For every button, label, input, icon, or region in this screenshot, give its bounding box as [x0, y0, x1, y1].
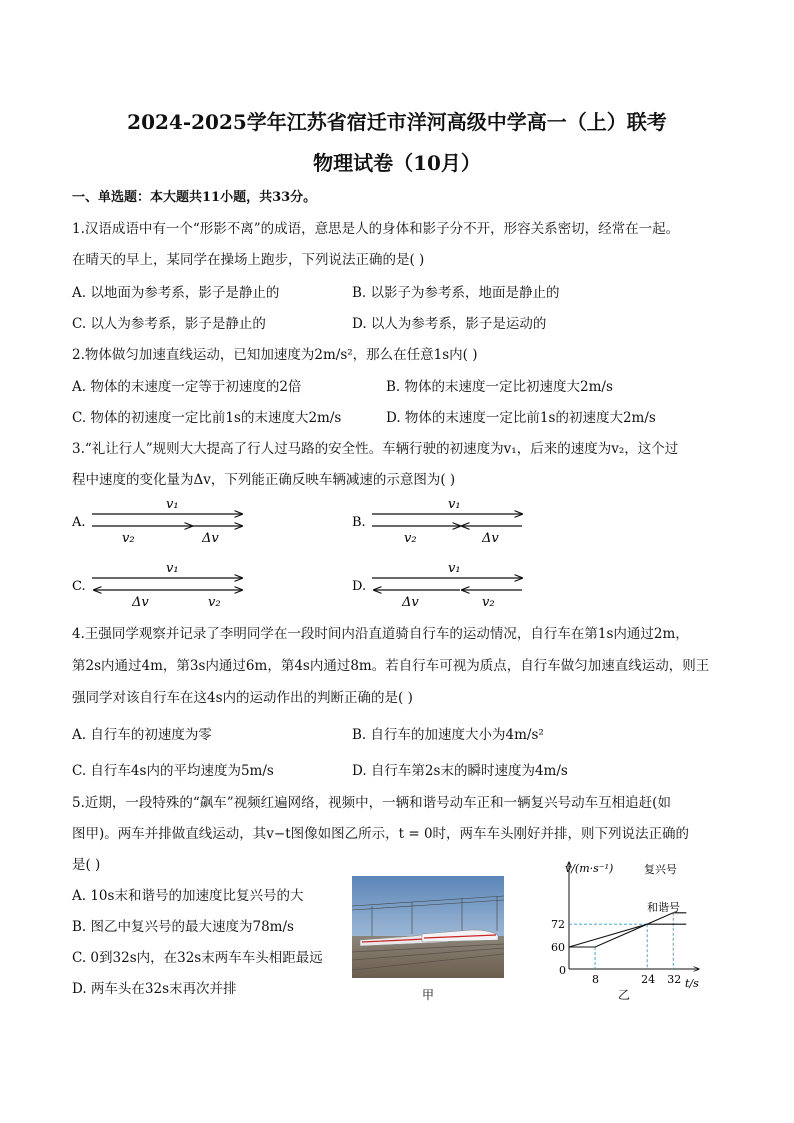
- q4-line2: 第2s内通过4m，第3s内通过6m，第4s内通过8m。若自行车可视为质点，自行车做匀加速直线运动，则王: [72, 658, 710, 674]
- x-tick-8: 8: [592, 973, 600, 986]
- q3-a-v1-label: v₁: [166, 497, 179, 512]
- train-photo: [352, 876, 504, 978]
- paper-title-line1: 2024-2025学年江苏省宿迁市洋河高级中学高一（上）联考: [127, 110, 667, 134]
- x-tick-32: 32: [667, 973, 682, 986]
- q4-line3: 强同学对该自行车在这4s内的运动作出的判断正确的是( ): [72, 690, 413, 706]
- series-hexie-label: 和谐号: [647, 901, 680, 914]
- q1-option-c[interactable]: C. 以人为参考系，影子是静止的: [72, 316, 266, 332]
- q3-d-dv-label: Δv: [402, 595, 419, 610]
- q3-line2: 程中速度的变化量为Δv，下列能正确反映车辆减速的示意图为( ): [72, 472, 456, 488]
- q1-line1: 1.汉语成语中有一个“形影不离”的成语，意思是人的身体和影子分不开，形容关系密切，经常在一起。: [72, 221, 680, 237]
- q5-option-d[interactable]: D. 两车头在32s末再次并排: [72, 981, 237, 997]
- q3-option-b[interactable]: [352, 497, 522, 546]
- y-tick-60: 60: [551, 941, 565, 954]
- q3-vector-diagrams: [66, 492, 686, 614]
- q2-option-d[interactable]: D. 物体的末速度一定比前1s的初速度大2m/s: [386, 410, 656, 426]
- q3-b-v1-label: v₁: [448, 497, 461, 512]
- q4-option-a[interactable]: A. 自行车的初速度为零: [72, 727, 212, 743]
- q2-option-b[interactable]: B. 物体的末速度一定比初速度大2m/s: [386, 379, 613, 395]
- q3-label-c: C.: [72, 579, 86, 594]
- q3-c-v2-label: v₂: [208, 595, 221, 610]
- q4-option-b[interactable]: B. 自行车的加速度大小为4m/s²: [352, 727, 544, 743]
- q2-line1: 2.物体做匀加速直线运动，已知加速度为2m/s²，那么在任意1s内( ): [72, 347, 478, 363]
- q5-option-b[interactable]: B. 图乙中复兴号的最大速度为78m/s: [72, 919, 294, 935]
- q5-option-c[interactable]: C. 0到32s内，在32s末两车车头相距最远: [72, 950, 323, 966]
- q4-option-c[interactable]: C. 自行车4s内的平均速度为5m/s: [72, 763, 274, 779]
- series-hexie-line: [569, 924, 686, 947]
- series-fuxing-label: 复兴号: [644, 863, 677, 876]
- photo-caption: 甲: [422, 988, 435, 1002]
- q3-option-d[interactable]: [352, 561, 522, 610]
- q1-line2: 在晴天的早上，某同学在操场上跑步，下列说法正确的是( ): [72, 252, 425, 268]
- q3-a-v2-label: v₂: [122, 531, 135, 546]
- q3-b-dv-label: Δv: [482, 531, 499, 546]
- q3-a-dv-label: Δv: [202, 531, 219, 546]
- graph-xlabel: t/s: [685, 977, 699, 990]
- paper-title-line2: 物理试卷（10月）: [313, 151, 481, 175]
- graph-origin: 0: [559, 964, 566, 977]
- q3-label-a: A.: [72, 515, 86, 530]
- vt-graph: [535, 856, 715, 1002]
- q3-label-b: B.: [352, 515, 366, 530]
- q3-line1: 3.“礼让行人”规则大大提高了行人过马路的安全性。车辆行驶的初速度为v₁，后来的速度为v₂，这个过: [72, 441, 679, 457]
- q3-d-v2-label: v₂: [482, 595, 495, 610]
- q3-c-dv-label: Δv: [132, 595, 149, 610]
- graph-caption: 乙: [618, 988, 631, 1002]
- q1-option-b[interactable]: B. 以影子为参考系，地面是静止的: [352, 285, 560, 301]
- q1-option-a[interactable]: A. 以地面为参考系，影子是静止的: [72, 285, 280, 301]
- q3-option-c[interactable]: [72, 561, 242, 610]
- q4-line1: 4.王强同学观察并记录了李明同学在一段时间内沿直道骑自行车的运动情况，自行车在第1s内通过2m，: [72, 626, 689, 642]
- x-tick-24: 24: [641, 973, 656, 986]
- q5-option-a[interactable]: A. 10s末和谐号的加速度比复兴号的大: [72, 888, 304, 904]
- q1-option-d[interactable]: D. 以人为参考系，影子是运动的: [352, 316, 547, 332]
- q2-option-c[interactable]: C. 物体的初速度一定比前1s的末速度大2m/s: [72, 410, 342, 426]
- q4-option-d[interactable]: D. 自行车第2s末的瞬时速度为4m/s: [352, 763, 568, 779]
- q3-b-v2-label: v₂: [404, 531, 417, 546]
- q5-line1: 5.近期，一段特殊的“飙车”视频红遍网络，视频中，一辆和谐号动车正和一辆复兴号动车互相追赶(如: [72, 795, 671, 811]
- q2-option-a[interactable]: A. 物体的末速度一定等于初速度的2倍: [72, 379, 302, 395]
- q5-line3: 是( ): [72, 857, 101, 873]
- q3-d-v1-label: v₁: [448, 561, 461, 576]
- q3-c-v1-label: v₁: [166, 561, 179, 576]
- q3-label-d: D.: [352, 579, 367, 594]
- y-tick-72: 72: [551, 918, 565, 932]
- q3-option-a[interactable]: [71, 497, 242, 546]
- q5-line2: 图甲)。两车并排做直线运动，其v−t图像如图乙所示，t = 0时，两车车头刚好并排，则下列说法正确的: [72, 826, 690, 842]
- section-heading: 一、单选题：本大题共11小题，共33分。: [72, 190, 317, 205]
- graph-ylabel: v/(m·s⁻¹): [565, 862, 614, 875]
